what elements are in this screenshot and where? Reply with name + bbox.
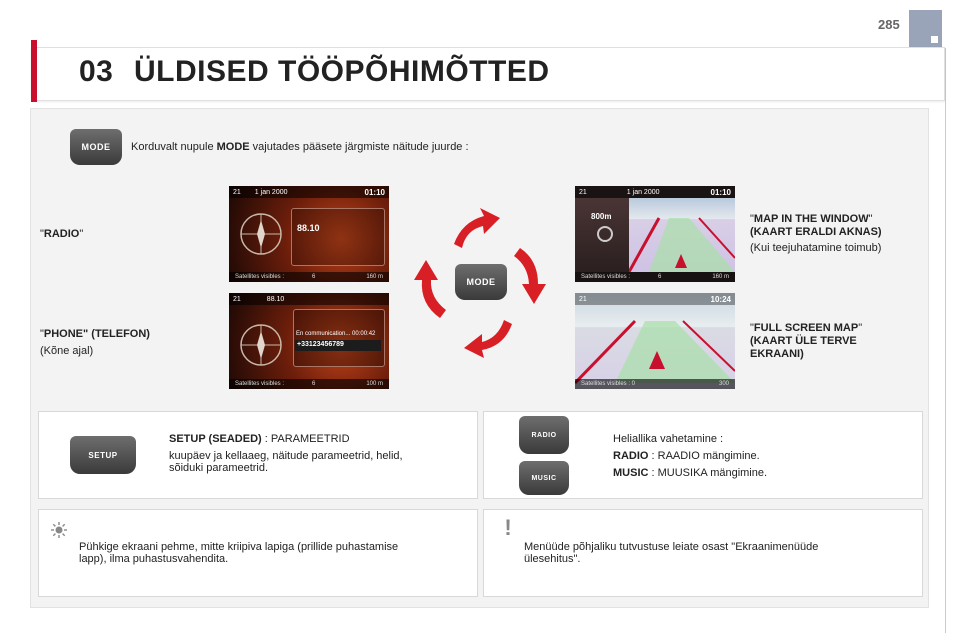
sun-tip-icon <box>50 521 68 539</box>
arrow-icon <box>454 208 500 248</box>
tip-text-1: Pühkige ekraani pehme, mitte kriipiva lapiga (prillide puhastamise <box>79 541 399 553</box>
intro-key: MODE <box>216 141 250 153</box>
chapter-accent-bar <box>31 40 37 102</box>
note-text-1: Menüüde põhjaliku tutvustuse leiate osast "Ekraanimenüüde <box>524 541 819 553</box>
chapter-title: ÜLDISED TÖÖPÕHIMÕTTED <box>134 55 550 88</box>
setup-desc-2: sõiduki parameetrid. <box>169 462 269 474</box>
arrow-icon <box>414 260 446 318</box>
arrow-icon <box>464 320 512 358</box>
setup-desc-1: kuupäev ja kellaaeg, näitude parameetrid, helid, <box>169 450 403 462</box>
phone-mode-sub: (Kõne ajal) <box>40 345 94 357</box>
chapter-number: 03 <box>79 55 114 88</box>
intro-prefix: Korduvalt nupule <box>131 141 217 153</box>
compass-icon <box>237 321 285 369</box>
source-heading: Heliallika vahetamine : <box>613 433 724 445</box>
phone-mode-label: "PHONE" (TELEFON) <box>40 328 150 340</box>
intro-text <box>131 141 469 154</box>
center-mode-button-image <box>455 264 507 300</box>
radio-screen: 21 1 jan 2000 01:10 88.10 Satellites visibles : 6 160 m <box>229 186 389 282</box>
setup-button-image <box>70 436 136 474</box>
source-music-line: MUSIC : MUUSIKA mängimine. <box>613 467 768 479</box>
setup-title: SETUP (SEADED) : PARAMEETRID <box>169 433 350 445</box>
map-road-graphic <box>629 198 735 272</box>
radio-frequency: 88.10 <box>297 223 320 233</box>
note-text-2: ülesehitus". <box>524 553 581 565</box>
map-window-screen: 800m 21 1 jan 2000 01:10 Satellites visibles : 6 160 m <box>575 186 735 282</box>
map-distance: 800m <box>591 212 612 221</box>
phone-number: +33123456789 <box>297 341 344 348</box>
tip-text-2: lapp), ilma puhastusvahendita. <box>79 553 229 565</box>
music-button-label: MUSIC <box>531 474 557 482</box>
map-window-label-2: (KAART ERALDI AKNAS) <box>750 226 882 238</box>
source-radio-line: RADIO : RAADIO mängimine. <box>613 450 760 462</box>
full-map-label: "FULL SCREEN MAP" <box>750 322 863 334</box>
full-map-label-2: (KAART ÜLE TERVE <box>750 335 857 347</box>
compass-icon <box>237 210 285 258</box>
page-corner-tab <box>909 10 942 47</box>
map-window-label: "MAP IN THE WINDOW" <box>750 213 873 225</box>
setup-button-label: SETUP <box>88 450 118 460</box>
map-road-graphic <box>575 293 735 389</box>
radio-mode-label: "RADIO" <box>40 228 84 240</box>
full-map-label-3: EKRAANI) <box>750 348 804 360</box>
arrow-icon <box>514 248 546 304</box>
intro-suffix: vajutades pääsete järgmiste näitude juurde : <box>249 141 469 153</box>
map-window-sub: (Kui teejuhatamine toimub) <box>750 242 882 254</box>
side-divider <box>945 48 946 633</box>
radio-button-image <box>519 416 569 454</box>
mode-button-image <box>70 129 122 165</box>
center-mode-label: MODE <box>466 277 496 287</box>
phone-screen: 21 88.10 En communication... 00:00:42 +33123456789 Satellites visibles : 6 100 m <box>229 293 389 389</box>
mode-button-label: MODE <box>81 142 111 152</box>
page-number: 285 <box>878 17 900 32</box>
phone-call-status: En communication... 00:00:42 <box>296 331 376 337</box>
radio-button-label: RADIO <box>531 431 557 439</box>
exclamation-icon: ! <box>504 515 512 540</box>
music-button-image <box>519 461 569 495</box>
full-map-screen: 21 10:24 Satellites visibles : 0 300 <box>575 293 735 389</box>
